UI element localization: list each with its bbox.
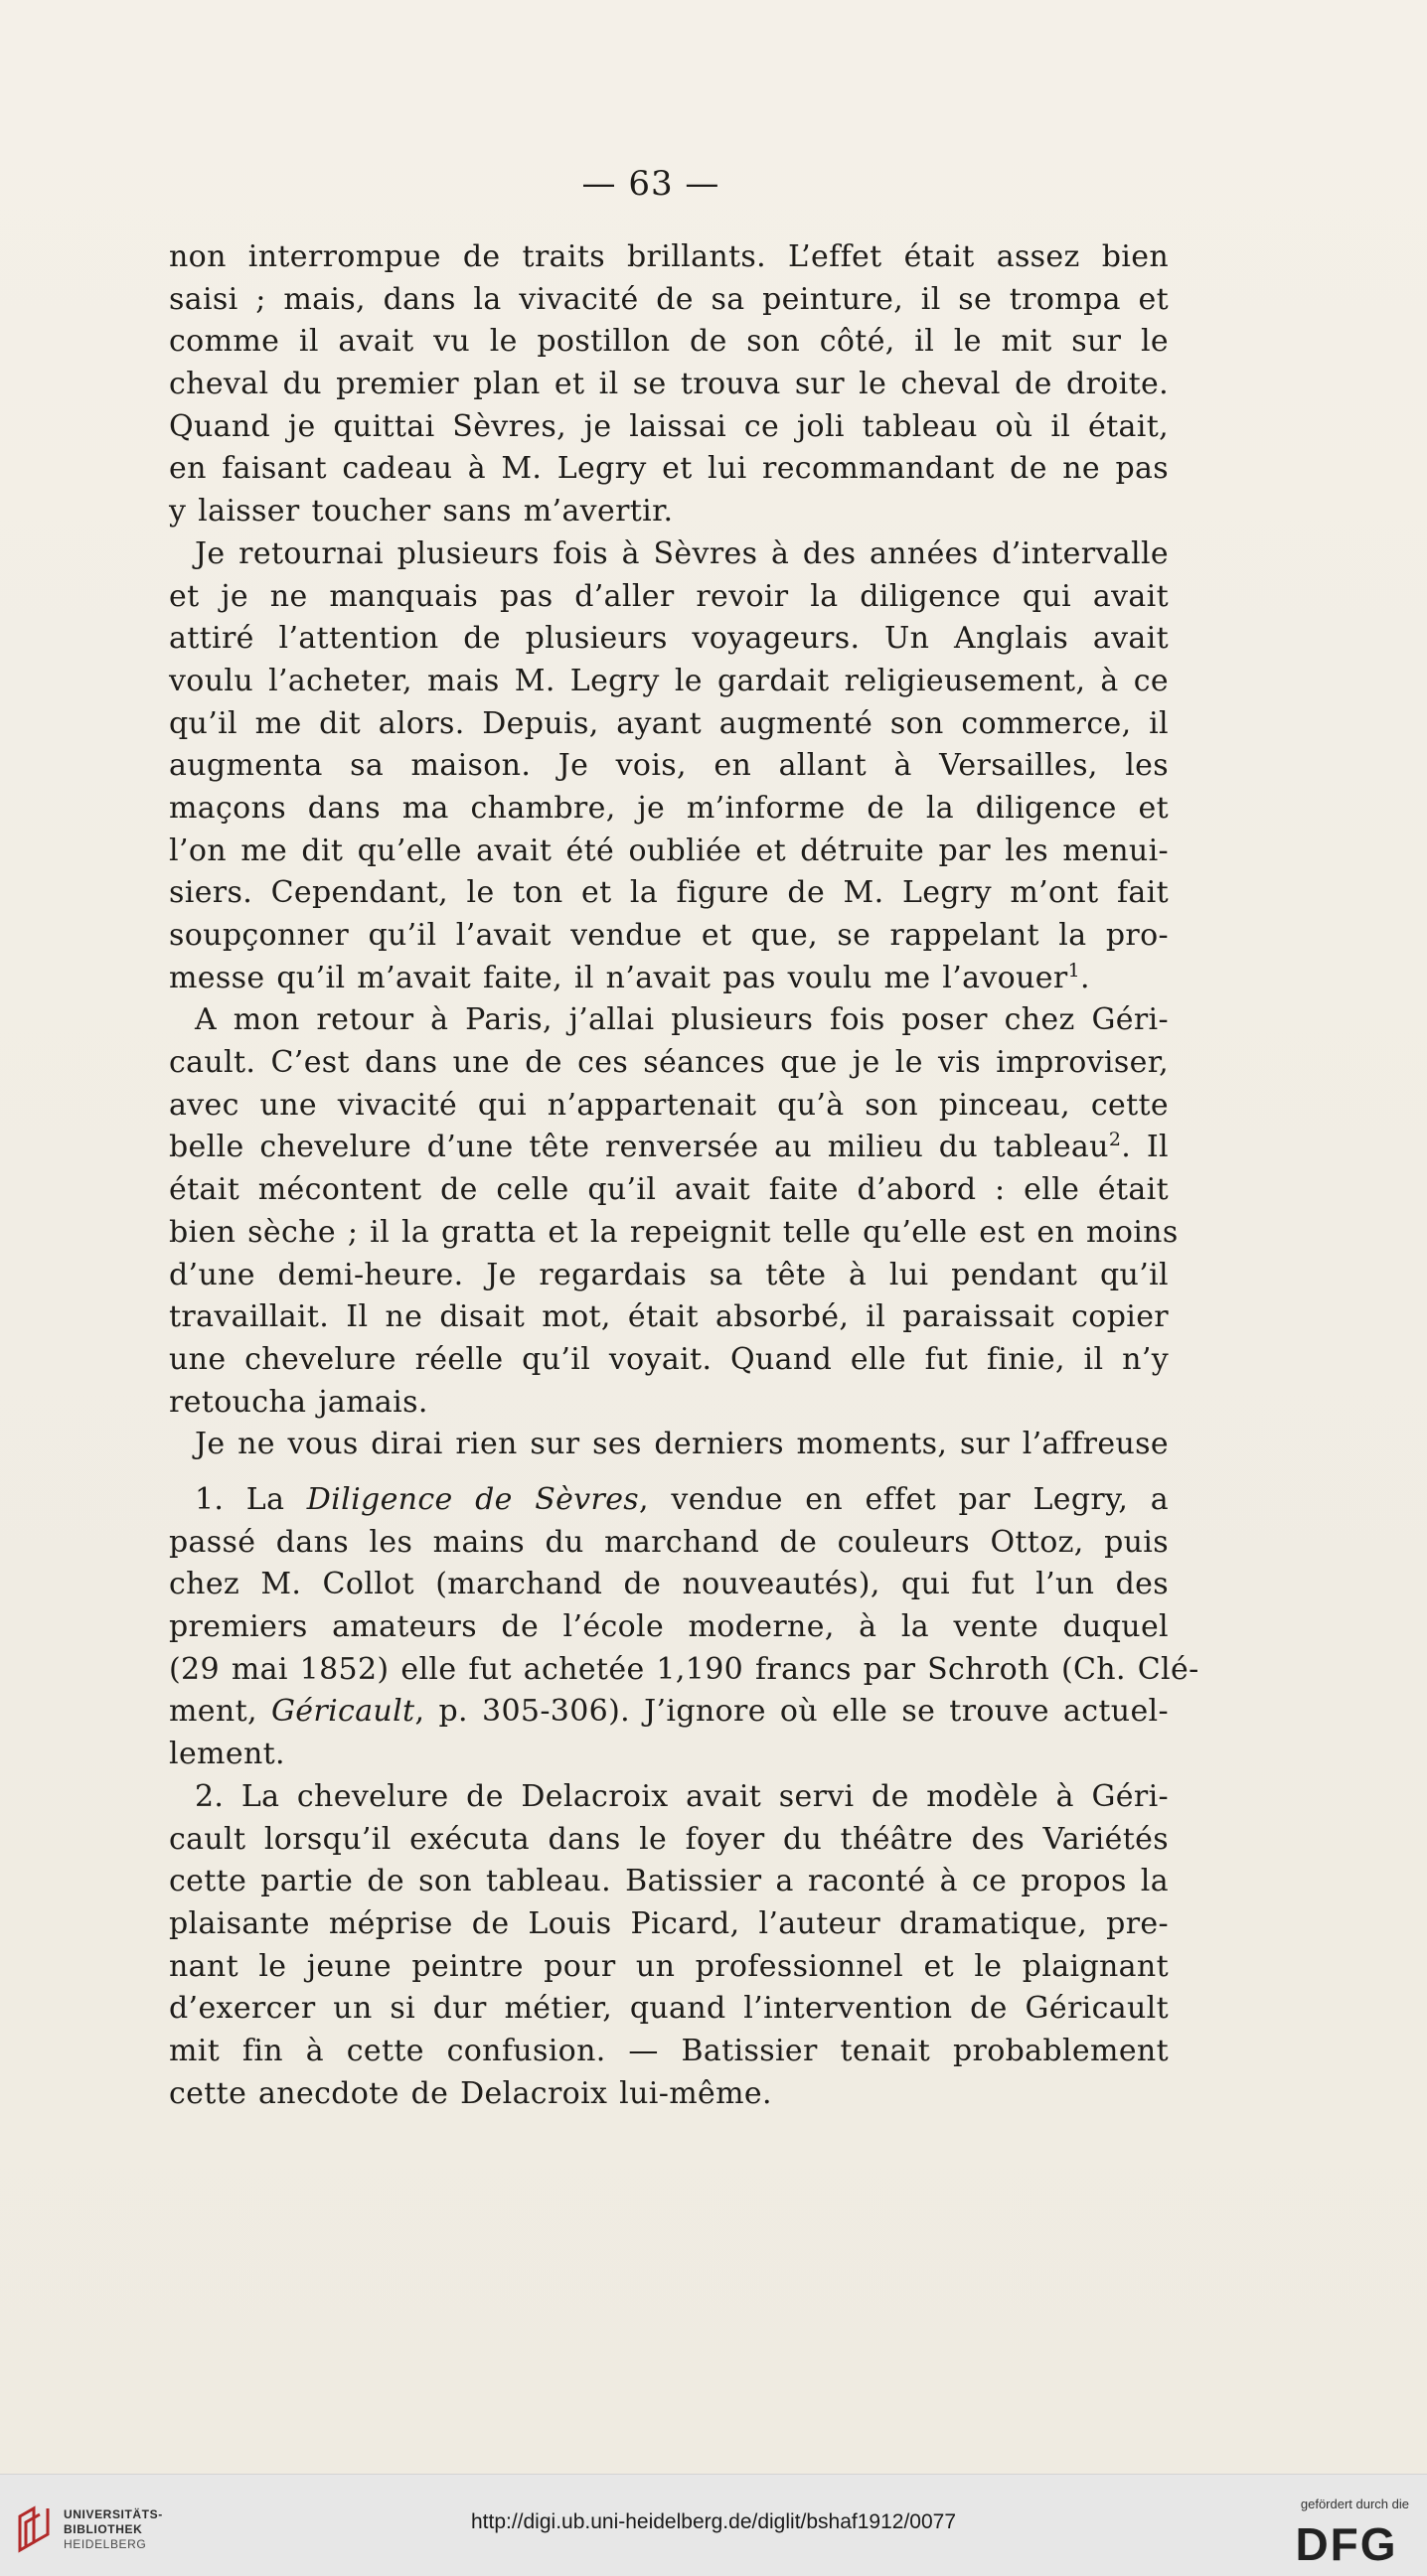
text-line: comme il avait vu le postillon de son côté, il le mit sur le [169, 324, 1169, 360]
funder-label: gefördert durch die [1300, 2497, 1409, 2511]
footnote-line: cette partie de son tableau. Batissier a raconté à ce propos la [169, 1864, 1169, 1899]
text-line: avec une vivacité qui n’appartenait qu’à son pinceau, cette [169, 1087, 1169, 1123]
text-segment: , p. 305-306). J’ignore où elle se trouve actuel- [414, 1694, 1169, 1730]
text-line: cheval du premier plan et il se trouva sur le cheval de droite. [169, 367, 1169, 402]
page-number: — 63 — [581, 164, 720, 204]
text-line: travaillait. Il ne disait mot, était absorbé, il paraissait copier [169, 1299, 1169, 1335]
footnote-line: lement. [169, 1737, 285, 1772]
footnote-line: cette anecdote de Delacroix lui-même. [169, 2075, 772, 2111]
text-line: Je ne vous dirai rien sur ses derniers moments, sur l’affreuse [195, 1427, 1169, 1462]
footnote-line: d’exercer un si dur métier, quand l’intervention de Géricault [169, 1991, 1169, 2027]
text-line: Quand je quittai Sèvres, je laissai ce joli tableau où il était, [169, 408, 1169, 444]
text-line: A mon retour à Paris, j’allai plusieurs fois poser chez Géri- [195, 1002, 1169, 1038]
footnote-line: mit fin à cette confusion. — Batissier tenait probablement [169, 2033, 1169, 2068]
dfg-logo-text: DFG [1295, 2518, 1398, 2568]
footnote-line: chez M. Collot (marchand de nouveautés), qui fut l’un des [169, 1567, 1169, 1602]
footnote-line: passé dans les mains du marchand de couleurs Ottoz, puis [169, 1524, 1169, 1560]
text-line: y laisser toucher sans m’avertir. [169, 494, 674, 530]
footnote-line: plaisante méprise de Louis Picard, l’auteur dramatique, pre- [169, 1905, 1169, 1941]
text-line: augmenta sa maison. Je vois, en allant à Versailles, les [169, 748, 1169, 784]
text-line: soupçonner qu’il l’avait vendue et que, se rappelant la pro- [169, 918, 1169, 953]
text-line: attiré l’attention de plusieurs voyageurs. Un Anglais avait [169, 621, 1169, 657]
footnote-line: (29 mai 1852) elle fut achetée 1,190 francs par Schroth (Ch. Clé- [169, 1651, 1199, 1687]
text-line: bien sèche ; il la gratta et la repeignit telle qu’elle est en moins [169, 1214, 1179, 1250]
library-name-line: HEIDELBERG [64, 2537, 147, 2551]
footnotes [169, 1479, 1199, 2115]
footnote-line: cault lorsqu’il exécuta dans le foyer du théâtre des Variétés [169, 1821, 1169, 1857]
footnote-line: 2. La chevelure de Delacroix avait servi de modèle à Géri- [195, 1778, 1169, 1814]
text-line: Je retournai plusieurs fois à Sèvres à des années d’intervalle [195, 535, 1169, 571]
dfg-logo-icon[interactable] [1280, 2518, 1413, 2568]
text-line: cault. C’est dans une de ces séances que je le vis improviser, [169, 1045, 1169, 1081]
viewer-footer [0, 2474, 1427, 2576]
text-segment: . Il [1121, 1130, 1169, 1165]
footnote-line: nant le jeune peintre pour un professionnel et le plaignant [169, 1948, 1169, 1984]
text-segment: , vendue en effet par Legry, a [639, 1482, 1169, 1517]
library-name-line: BIBLIOTHEK [64, 2522, 143, 2536]
text-line: qu’il me dit alors. Depuis, ayant augmenté son commerce, il [169, 705, 1169, 741]
text-line: une chevelure réelle qu’il voyait. Quand elle fut finie, il n’y [169, 1341, 1169, 1377]
text-line: retoucha jamais. [169, 1384, 428, 1420]
text-line: voulu l’acheter, mais M. Legry le gardait religieusement, à ce [169, 663, 1169, 698]
footnote-ref: 1 [1067, 959, 1081, 982]
text-segment: 1. La [195, 1482, 307, 1517]
text-segment: . [1080, 960, 1090, 995]
text-line [169, 1127, 1169, 1169]
text-line: d’une demi-heure. Je regardais sa tête à lui pendant qu’il [169, 1257, 1169, 1292]
text-line: et je ne manquais pas d’aller revoir la diligence qui avait [169, 578, 1169, 614]
text-segment: messe qu’il m’avait faite, il n’avait pas voulu me l’avouer [169, 960, 1068, 995]
text-line: était mécontent de celle qu’il avait faite d’abord : elle était [169, 1172, 1169, 1208]
book-title: Géricault [270, 1694, 415, 1730]
footnote-line: premiers amateurs de l’école moderne, à la vente duquel [169, 1609, 1169, 1645]
permalink-url[interactable]: http://digi.ub.uni-heidelberg.de/diglit/bshaf1912/0077 [470, 2510, 957, 2533]
main-text [169, 236, 1179, 1466]
text-line: l’on me dit qu’elle avait été oubliée et détruite par les menui- [169, 833, 1169, 868]
text-line: maçons dans ma chambre, je m’informe de la diligence et [169, 790, 1169, 826]
text-segment: belle chevelure d’une tête renversée au milieu du tableau [169, 1130, 1109, 1165]
footnote-line [169, 1479, 1169, 1522]
text-segment: ment, [169, 1694, 271, 1730]
text-line [169, 958, 1169, 1000]
artwork-title: Diligence de Sèvres [306, 1482, 640, 1517]
text-line: non interrompue de traits brillants. L’effet était assez bien [169, 239, 1169, 274]
footnote-ref: 2 [1108, 1129, 1122, 1151]
text-line: en faisant cadeau à M. Legry et lui recommandant de ne pas [169, 451, 1169, 487]
footnote-line [169, 1691, 1169, 1734]
library-name-line: UNIVERSITÄTS- [64, 2507, 163, 2521]
text-line: siers. Cependant, le ton et la figure de M. Legry m’ont fait [169, 875, 1169, 911]
text-line: saisi ; mais, dans la vivacité de sa peinture, il se trompa et [169, 281, 1169, 317]
